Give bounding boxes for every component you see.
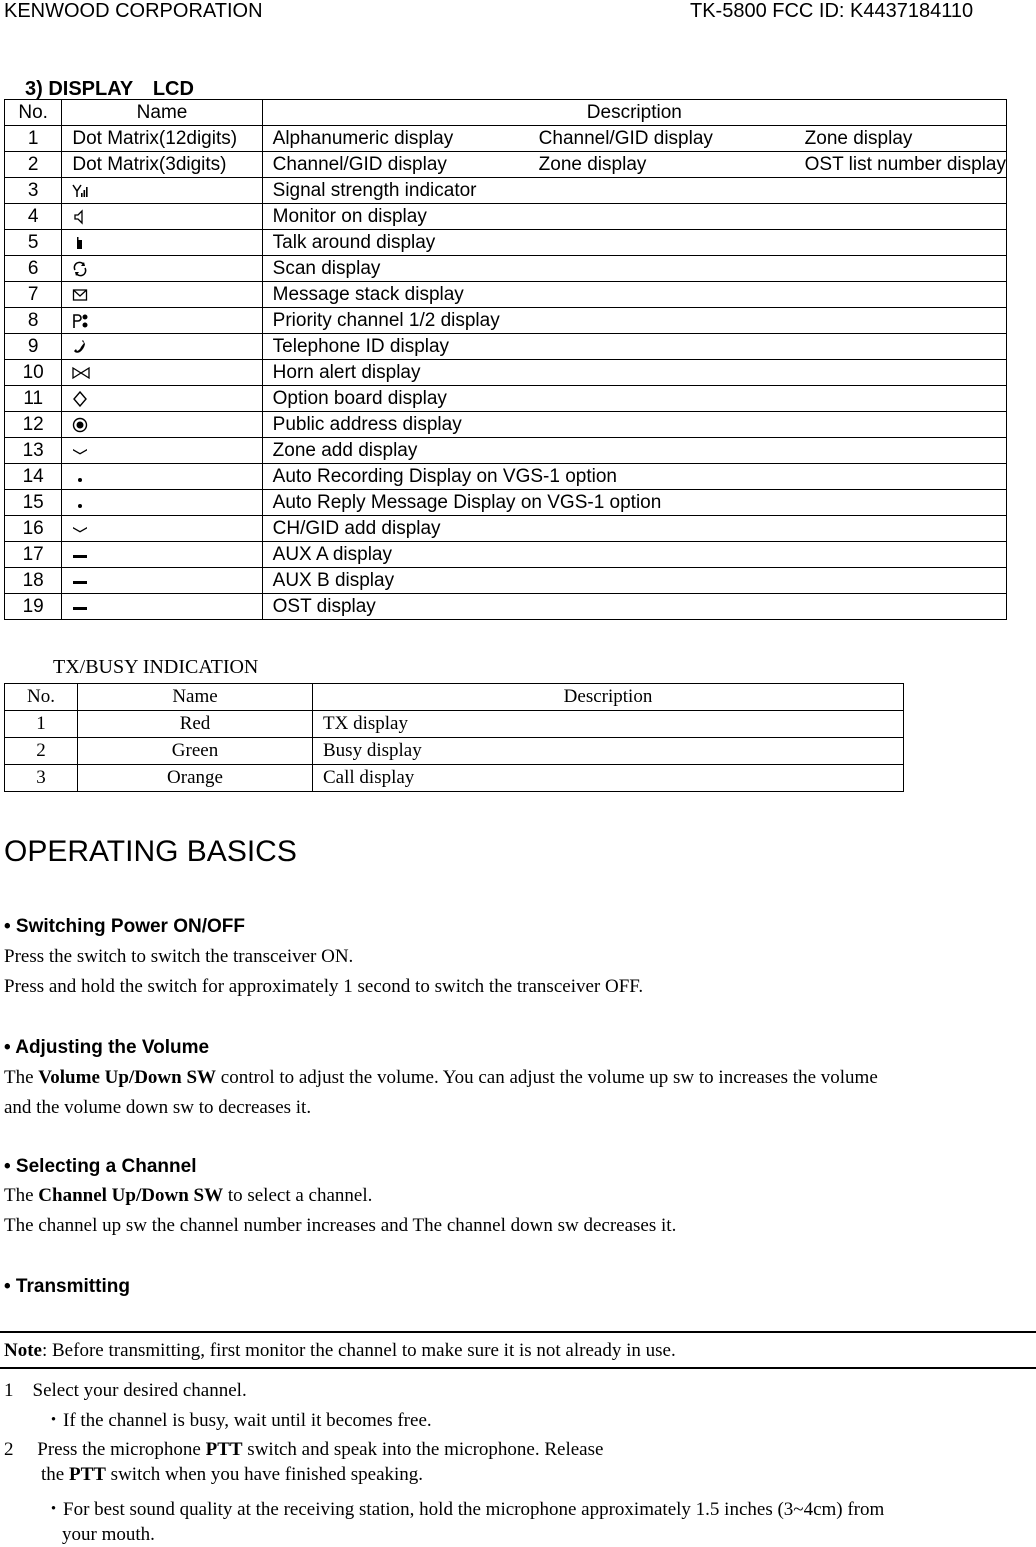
table-row bbox=[5, 360, 1007, 386]
telephone-icon bbox=[72, 336, 88, 357]
tx-table-header bbox=[5, 684, 904, 711]
lcd-table-header bbox=[5, 100, 1007, 126]
step-2-text-pre: 2 Press the microphone bbox=[4, 1439, 206, 1460]
column-header-name: Name bbox=[78, 684, 313, 711]
description-part: Option board display bbox=[272, 388, 447, 409]
volume-text-post: control to adjust the volume. You can adjust the volume up sw to increases the volume bbox=[216, 1067, 878, 1088]
tx-section-title: TX/BUSY INDICATION bbox=[53, 656, 259, 678]
row-name-icon bbox=[62, 204, 262, 230]
row-number: 9 bbox=[5, 334, 62, 360]
table-row bbox=[5, 765, 904, 792]
row-name-icon bbox=[62, 386, 262, 412]
description-part: Scan display bbox=[272, 258, 381, 279]
row-description bbox=[262, 178, 1006, 204]
row-name: Green bbox=[78, 738, 313, 765]
note-text: : Before transmitting, first monitor the channel to make sure it is not already in use. bbox=[41, 1340, 676, 1361]
table-row bbox=[5, 490, 1007, 516]
row-description bbox=[262, 594, 1006, 620]
description-part: OST list number display bbox=[804, 154, 1006, 175]
description-part: CH/GID add display bbox=[272, 518, 441, 539]
row-name-icon bbox=[62, 360, 262, 386]
table-row bbox=[5, 542, 1007, 568]
row-description bbox=[262, 334, 1006, 360]
description-part: Channel/GID display bbox=[272, 154, 447, 175]
row-description bbox=[262, 204, 1006, 230]
description-part: AUX B display bbox=[272, 570, 395, 591]
description-part: Zone add display bbox=[272, 440, 418, 461]
step-2-sub-2: your mouth. bbox=[62, 1524, 155, 1545]
table-row bbox=[5, 594, 1007, 620]
channel-control-name: Channel Up/Down SW bbox=[38, 1185, 224, 1206]
table-row bbox=[5, 282, 1007, 308]
power-line-2: Press and hold the switch for approximately 1 second to switch the transceiver OFF. bbox=[4, 976, 644, 997]
table-row bbox=[5, 256, 1007, 282]
row-number: 7 bbox=[5, 282, 62, 308]
step-2-cont bbox=[41, 1464, 423, 1486]
description-part: Telephone ID display bbox=[272, 336, 450, 357]
priority-icon bbox=[72, 310, 90, 331]
row-name-icon bbox=[62, 516, 262, 542]
row-number: 17 bbox=[5, 542, 62, 568]
diamond-icon bbox=[72, 388, 88, 409]
table-row bbox=[5, 738, 904, 765]
row-number: 14 bbox=[5, 464, 62, 490]
row-description: TX display bbox=[313, 711, 904, 738]
chevron-down-icon bbox=[72, 518, 88, 539]
row-number: 8 bbox=[5, 308, 62, 334]
row-number: 6 bbox=[5, 256, 62, 282]
row-number: 5 bbox=[5, 230, 62, 256]
description-part: Horn alert display bbox=[272, 362, 421, 383]
table-row bbox=[5, 178, 1007, 204]
description-part: Priority channel 1/2 display bbox=[272, 310, 500, 331]
row-number: 15 bbox=[5, 490, 62, 516]
table-row bbox=[5, 412, 1007, 438]
row-number: 2 bbox=[5, 152, 62, 178]
dot-icon bbox=[72, 492, 88, 513]
table-row bbox=[5, 230, 1007, 256]
table-row bbox=[5, 126, 1007, 152]
row-name-icon bbox=[62, 490, 262, 516]
row-name-icon bbox=[62, 178, 262, 204]
column-header-description: Description bbox=[313, 684, 904, 711]
note-rule-bottom bbox=[0, 1367, 1036, 1369]
row-name: Orange bbox=[78, 765, 313, 792]
power-heading: • Switching Power ON/OFF bbox=[4, 916, 245, 937]
step-1: 1 Select your desired channel. bbox=[4, 1380, 247, 1401]
horn-icon bbox=[72, 362, 90, 383]
row-name-icon bbox=[62, 256, 262, 282]
company-name: KENWOOD CORPORATION bbox=[4, 0, 263, 22]
table-row bbox=[5, 308, 1007, 334]
row-description: Call display bbox=[313, 765, 904, 792]
lcd-section-title: 3) DISPLAY LCD bbox=[25, 78, 194, 100]
row-number: 18 bbox=[5, 568, 62, 594]
description-part: Zone display bbox=[538, 154, 647, 175]
channel-heading: • Selecting a Channel bbox=[4, 1156, 197, 1177]
row-number: 1 bbox=[5, 711, 78, 738]
row-description bbox=[262, 282, 1006, 308]
row-number: 1 bbox=[5, 126, 62, 152]
step-2-text-post: switch and speak into the microphone. Release bbox=[242, 1439, 604, 1460]
bar-icon bbox=[72, 570, 88, 591]
description-part: Auto Reply Message Display on VGS-1 option bbox=[272, 492, 662, 513]
note-rule-top bbox=[0, 1331, 1036, 1333]
channel-line-1 bbox=[4, 1185, 372, 1207]
description-part: Message stack display bbox=[272, 284, 464, 305]
row-number: 3 bbox=[5, 178, 62, 204]
description-part: Signal strength indicator bbox=[272, 180, 477, 201]
row-number: 10 bbox=[5, 360, 62, 386]
bar-icon bbox=[72, 544, 88, 565]
row-description bbox=[262, 464, 1006, 490]
step-1-sub: ・If the channel is busy, wait until it becomes free. bbox=[44, 1410, 432, 1431]
row-description: Busy display bbox=[313, 738, 904, 765]
row-description bbox=[262, 516, 1006, 542]
volume-text-pre: The bbox=[4, 1067, 39, 1088]
channel-text-pre: The bbox=[4, 1185, 39, 1206]
description-part: Monitor on display bbox=[272, 206, 427, 227]
row-number: 19 bbox=[5, 594, 62, 620]
row-description bbox=[262, 230, 1006, 256]
row-name: Red bbox=[78, 711, 313, 738]
note-label: Note bbox=[4, 1340, 42, 1361]
table-row bbox=[5, 152, 1007, 178]
column-header-name: Name bbox=[62, 100, 262, 126]
channel-line-2: The channel up sw the channel number increases and The channel down sw decreases it. bbox=[4, 1215, 677, 1236]
ptt-label: PTT bbox=[68, 1464, 106, 1485]
row-number: 12 bbox=[5, 412, 62, 438]
table-row bbox=[5, 386, 1007, 412]
step-2 bbox=[4, 1434, 603, 1461]
ptt-label: PTT bbox=[205, 1439, 243, 1460]
volume-heading: • Adjusting the Volume bbox=[4, 1037, 210, 1058]
power-line-1: Press the switch to switch the transceiver ON. bbox=[4, 946, 354, 967]
row-number: 11 bbox=[5, 386, 62, 412]
table-row bbox=[5, 438, 1007, 464]
lcd-table bbox=[4, 99, 1007, 620]
description-part: Channel/GID display bbox=[538, 128, 713, 149]
public-address-icon bbox=[72, 414, 88, 435]
description-part: Alphanumeric display bbox=[272, 128, 454, 149]
row-name-icon bbox=[62, 282, 262, 308]
row-name-icon bbox=[62, 464, 262, 490]
table-row bbox=[5, 464, 1007, 490]
table-row bbox=[5, 568, 1007, 594]
dot-icon bbox=[72, 466, 88, 487]
row-name-icon bbox=[62, 542, 262, 568]
talk-around-icon bbox=[72, 232, 88, 253]
row-description bbox=[262, 308, 1006, 334]
row-number: 16 bbox=[5, 516, 62, 542]
scan-icon bbox=[72, 258, 88, 279]
table-row bbox=[5, 204, 1007, 230]
description-part: AUX A display bbox=[272, 544, 392, 565]
row-number: 4 bbox=[5, 204, 62, 230]
table-row bbox=[5, 516, 1007, 542]
row-name-icon bbox=[62, 568, 262, 594]
column-header-no: No. bbox=[5, 684, 78, 711]
description-part: Auto Recording Display on VGS-1 option bbox=[272, 466, 617, 487]
description-part: OST display bbox=[272, 596, 376, 617]
operating-basics-title: OPERATING BASICS bbox=[4, 835, 297, 868]
column-header-description: Description bbox=[262, 100, 1006, 126]
volume-control-name: Volume Up/Down SW bbox=[38, 1067, 217, 1088]
row-name: Dot Matrix(3digits) bbox=[62, 152, 262, 178]
volume-line-2: and the volume down sw to decreases it. bbox=[4, 1097, 312, 1118]
row-description bbox=[262, 542, 1006, 568]
row-description bbox=[262, 360, 1006, 386]
table-row bbox=[5, 334, 1007, 360]
row-description bbox=[262, 126, 1006, 152]
speaker-icon bbox=[72, 206, 88, 227]
channel-text-post: to select a channel. bbox=[223, 1185, 373, 1206]
row-name-icon bbox=[62, 230, 262, 256]
volume-line-1 bbox=[4, 1067, 878, 1089]
step-2b-text-pre: the bbox=[41, 1464, 69, 1485]
row-number: 2 bbox=[5, 738, 78, 765]
row-name: Dot Matrix(12digits) bbox=[62, 126, 262, 152]
note-line bbox=[4, 1340, 676, 1362]
step-2b-text-post: switch when you have finished speaking. bbox=[105, 1464, 424, 1485]
row-name-icon bbox=[62, 438, 262, 464]
signal-strength-icon bbox=[72, 180, 88, 201]
row-name-icon bbox=[62, 412, 262, 438]
tx-busy-table bbox=[4, 683, 904, 792]
transmitting-heading: • Transmitting bbox=[4, 1276, 130, 1297]
row-description bbox=[262, 490, 1006, 516]
column-header-no: No. bbox=[5, 100, 62, 126]
row-description bbox=[262, 152, 1006, 178]
description-part: Zone display bbox=[804, 128, 913, 149]
bar-icon bbox=[72, 596, 88, 617]
row-number: 3 bbox=[5, 765, 78, 792]
row-name-icon bbox=[62, 594, 262, 620]
description-part: Talk around display bbox=[272, 232, 436, 253]
row-description bbox=[262, 438, 1006, 464]
envelope-icon bbox=[72, 284, 88, 305]
step-2-sub-1: ・For best sound quality at the receiving station, hold the microphone approximately 1.5 inches (3~4cm) from bbox=[44, 1499, 885, 1520]
row-number: 13 bbox=[5, 438, 62, 464]
row-description bbox=[262, 568, 1006, 594]
row-name-icon bbox=[62, 334, 262, 360]
row-name-icon bbox=[62, 308, 262, 334]
table-row bbox=[5, 711, 904, 738]
description-part: Public address display bbox=[272, 414, 462, 435]
row-description bbox=[262, 256, 1006, 282]
chevron-down-icon bbox=[72, 440, 88, 461]
row-description bbox=[262, 412, 1006, 438]
row-description bbox=[262, 386, 1006, 412]
model-fcc-id: TK-5800 FCC ID: K4437184110 bbox=[690, 0, 974, 22]
